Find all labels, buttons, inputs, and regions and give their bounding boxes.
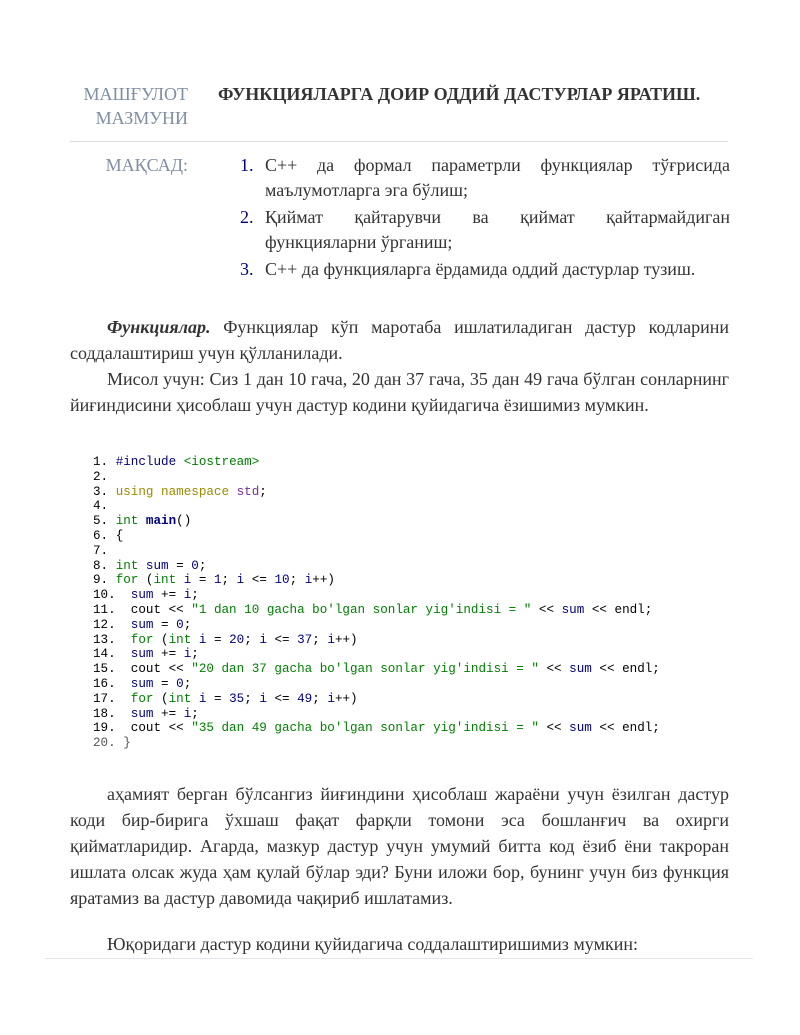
code-token: << endl; (584, 602, 653, 617)
code-token: += (153, 647, 184, 662)
paragraph-explanation: аҳамият берган бўлсангиз йиғиндини ҳисоблаш жараёни учун ёзилган дастур коди бир-бирига ўхшаш фақат фарқли томони эса бошланғич ва охирги қийматларидир. Агарда, мазкур дастур учун умумий битта код ёзиб ёни такроран ишлата олсак жуда ҳам қулай бўлар эди? Буни иложи бор, бунинг учун биз функция яратамиз ва дастур давомида чақириб ишлатамиз. (70, 784, 729, 908)
code-token: sum (130, 676, 154, 691)
code-token: for (130, 632, 162, 647)
code-token: 19. (93, 721, 131, 736)
code-token: int (115, 558, 146, 573)
code-token: cout << (130, 721, 192, 736)
code-token: int (168, 632, 199, 647)
code-token: ; (259, 484, 267, 499)
code-token: << (531, 602, 562, 617)
code-token: cout << (130, 602, 192, 617)
label-line-2: МАЗМУНИ (95, 108, 188, 128)
code-token: ; (191, 647, 199, 662)
code-token: 1. (93, 455, 116, 469)
code-token: 1 (213, 573, 222, 588)
code-line (93, 573, 733, 588)
code-token: ; (191, 706, 199, 721)
code-token: 0 (191, 558, 199, 573)
code-token: sum (569, 721, 592, 736)
code-token: << endl; (591, 662, 660, 677)
code-token: += (153, 706, 184, 721)
code-listing (93, 455, 733, 751)
goal-text-line: функцияларни ўрганиш; (265, 232, 453, 252)
code-token: ( (161, 691, 169, 706)
code-token: ; (191, 588, 199, 603)
code-line (93, 544, 733, 559)
label-line-1: МАШҒУЛОТ (83, 84, 188, 104)
code-token: ; (244, 691, 260, 706)
code-token: 18. (93, 706, 131, 721)
code-token: ++) (312, 573, 335, 588)
code-token: i (304, 573, 313, 588)
code-line (93, 603, 733, 618)
code-token: ; (183, 617, 192, 632)
code-token: int (153, 573, 184, 588)
code-token: 9. (93, 573, 116, 588)
code-line (93, 514, 733, 529)
code-token: ; (312, 691, 328, 706)
goal-label: МАҚСАД: (105, 155, 188, 175)
code-line (93, 736, 733, 751)
code-token: 10 (274, 573, 290, 588)
page-bottom-divider (45, 958, 753, 959)
code-token: i (259, 691, 267, 706)
code-token: ; (312, 632, 328, 647)
code-token: { (115, 528, 124, 543)
code-token: #include (115, 455, 184, 469)
header-divider (70, 141, 728, 142)
goal-item (240, 153, 730, 203)
code-token: 14. (93, 647, 131, 662)
code-token: std (236, 484, 260, 499)
code-token: main (145, 514, 177, 529)
code-token: int (168, 691, 199, 706)
code-token: 0 (176, 617, 184, 632)
code-token: "35 dan 49 gacha bo'lgan sonlar yig'indisi = " (191, 721, 539, 736)
code-line (93, 588, 733, 603)
code-token: = (153, 676, 177, 691)
code-line (93, 559, 733, 574)
code-token: ++) (334, 691, 358, 706)
code-line (93, 721, 733, 736)
code-token: sum (130, 647, 154, 662)
code-token: sum (561, 602, 585, 617)
code-token: for (130, 691, 162, 706)
paragraph-functions (70, 314, 729, 366)
code-line (93, 677, 733, 692)
code-token: 3. (93, 484, 116, 499)
code-token: 17. (93, 691, 131, 706)
code-token: ; (289, 573, 305, 588)
code-token: i (198, 632, 207, 647)
code-token: 10. (93, 588, 131, 603)
code-line (93, 499, 733, 514)
goal-item (240, 205, 730, 255)
goal-text-line: C++ да формал параметрли функциялар тўғрисида (265, 155, 730, 175)
code-token: << endl; (591, 721, 660, 736)
code-token: i (198, 691, 207, 706)
code-token: 12. (93, 617, 131, 632)
code-token: <iostream> (183, 455, 260, 469)
code-token: i (183, 573, 192, 588)
code-token: 6. (93, 528, 116, 543)
code-line (93, 485, 733, 500)
term-functions: Функциялар. (107, 317, 211, 337)
code-line (93, 692, 733, 707)
goal-item (240, 257, 730, 282)
code-token: ; (244, 632, 260, 647)
code-token: "20 dan 37 gacha bo'lgan sonlar yig'indisi = " (191, 662, 539, 677)
code-token: i (259, 632, 267, 647)
code-token: = (153, 617, 177, 632)
code-token: ; (198, 558, 207, 573)
code-token: 2. (93, 469, 116, 484)
code-token: i (183, 706, 192, 721)
code-token: for (115, 573, 146, 588)
code-token: 8. (93, 558, 116, 573)
goal-number: 3. (240, 259, 254, 279)
goal-list (240, 153, 730, 284)
code-token: 20. (93, 736, 124, 751)
goal-text-line: маълумотларга эга бўлиш; (265, 180, 468, 200)
goal-text-line: Қиймат қайтарувчи ва қиймат қайтармайдиган (265, 207, 730, 227)
code-token: = (191, 573, 214, 588)
code-token: << (538, 662, 570, 677)
code-token: sum (569, 662, 592, 677)
code-token: 7. (93, 543, 116, 558)
code-token: <= (266, 691, 298, 706)
code-line (93, 470, 733, 485)
code-token: int (115, 514, 146, 529)
code-token: ; (183, 676, 192, 691)
paragraph-example: Мисол учун: Сиз 1 дан 10 гача, 20 дан 37 гача, 35 дан 49 гача бўлган сонларнинг йиғиндисини ҳисоблаш учун дастур кодини қуйидагича ёзишимиз мумкин. (70, 369, 729, 415)
code-token: 15. (93, 662, 131, 677)
code-token: sum (130, 588, 154, 603)
code-token: 35 (229, 691, 245, 706)
code-token: i (327, 632, 335, 647)
code-token: 16. (93, 676, 131, 691)
code-line (93, 633, 733, 648)
code-line (93, 529, 733, 544)
code-token: i (327, 691, 335, 706)
goal-text-line: C++ да функцияларга ёрдамида оддий дастурлар тузиш. (265, 259, 696, 279)
code-token: <= (266, 632, 298, 647)
code-token: 0 (176, 676, 184, 691)
code-line (93, 455, 733, 470)
code-token: i (183, 588, 192, 603)
code-line (93, 707, 733, 722)
paragraph-simplify: Юқоридаги дастур кодини қуйидагича соддалаштиришимиз мумкин: (107, 934, 638, 954)
code-token: = (206, 691, 230, 706)
code-token: ++) (334, 632, 358, 647)
code-token: 13. (93, 632, 131, 647)
code-token: i (183, 647, 192, 662)
code-token: () (176, 514, 192, 529)
code-token: cout << (130, 662, 192, 677)
code-token: = (206, 632, 230, 647)
code-token: 5. (93, 514, 116, 529)
code-token: 37 (297, 632, 313, 647)
code-token: 4. (93, 499, 116, 514)
code-token: ; (221, 573, 237, 588)
lesson-title: ФУНКЦИЯЛАРГА ДОИР ОДДИЙ ДАСТУРЛАР ЯРАТИШ. (218, 84, 701, 104)
code-token: sum (130, 706, 154, 721)
code-token: sum (130, 617, 154, 632)
code-token: "1 dan 10 gacha bo'lgan sonlar yig'indisi = " (191, 602, 532, 617)
code-token: using namespace (115, 484, 237, 499)
code-token: ( (145, 573, 154, 588)
code-token: } (123, 736, 131, 751)
code-token: sum (145, 558, 169, 573)
code-token: << (538, 721, 570, 736)
code-token: = (168, 558, 192, 573)
code-line (93, 618, 733, 633)
code-token: 11. (93, 602, 131, 617)
goal-number: 2. (240, 207, 254, 227)
paragraph-text: Функциялар кўп маротаба ишлатиладиган дастур кодларини соддалаштириш учун қўлланилади. (70, 317, 729, 363)
code-token: += (153, 588, 184, 603)
code-line (93, 662, 733, 677)
code-line (93, 647, 733, 662)
code-token: 49 (297, 691, 313, 706)
code-token: 20 (229, 632, 245, 647)
code-token: ( (161, 632, 169, 647)
goal-number: 1. (240, 155, 254, 175)
lesson-content-label (60, 82, 188, 130)
code-token: <= (244, 573, 275, 588)
code-token: i (236, 573, 245, 588)
